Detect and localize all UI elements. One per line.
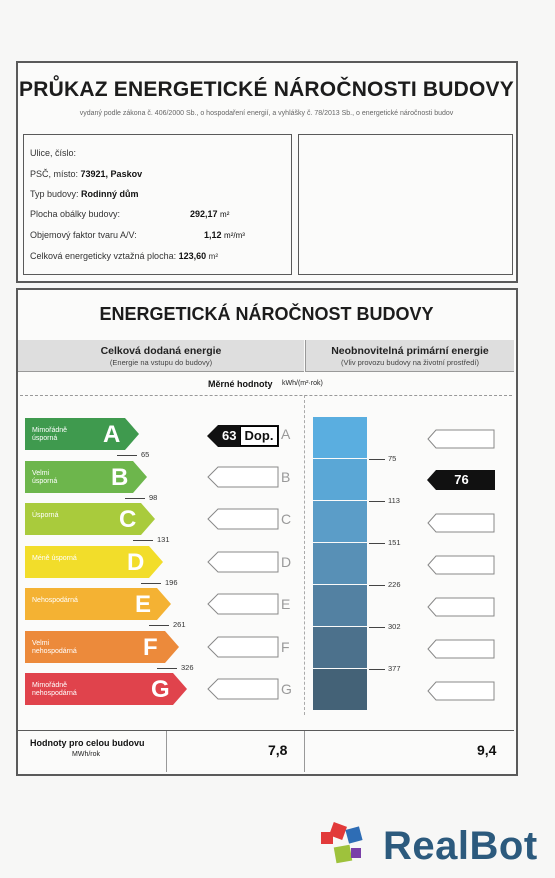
empty-rating-arrow — [207, 551, 279, 573]
totals-unit: MWh/rok — [72, 751, 100, 758]
ghost-class-letter: D — [281, 554, 292, 570]
primary-scale-segment — [313, 459, 367, 500]
primary-scale-segment — [313, 501, 367, 542]
threshold-delivered: 261 — [173, 620, 186, 629]
col1-subtitle: (Energie na vstupu do budovy) — [109, 358, 213, 367]
ref-area-unit: m² — [208, 252, 218, 261]
empty-rating-arrow — [207, 678, 279, 700]
section-title: ENERGETICKÁ NÁROČNOST BUDOVY — [99, 304, 434, 324]
class-label-line2: úsporná — [32, 478, 58, 485]
totals-primary: 9,4 — [477, 742, 497, 758]
type-row — [30, 189, 139, 199]
col2-header — [305, 340, 514, 372]
ghost-class-letter: F — [281, 639, 290, 655]
class-label-line1: Nehospodárná — [32, 597, 78, 604]
class-label-f — [32, 640, 77, 656]
threshold-line — [369, 585, 385, 586]
ghost-class-letter: C — [281, 511, 292, 527]
divider — [20, 395, 512, 396]
psc-label: PSČ, místo: — [30, 169, 79, 179]
psc-value: 73921, Paskov — [80, 169, 143, 179]
empty-primary-arrow — [427, 555, 495, 575]
class-label-line1: Méně úsporná — [32, 555, 77, 562]
ref-area-row — [30, 251, 218, 261]
current-rating-class: Dop. — [240, 426, 278, 446]
class-arrow-g — [25, 673, 187, 705]
class-label-line2: úsporná — [32, 435, 58, 442]
primary-rating-value: 76 — [454, 472, 469, 487]
ghost-class-letter: B — [281, 469, 291, 485]
class-label-line1: Velmi — [32, 640, 50, 647]
empty-primary-arrow — [427, 429, 495, 449]
factor-unit: m²/m³ — [224, 231, 245, 240]
threshold-primary: 75 — [388, 454, 397, 463]
realbot-logo-icon — [317, 818, 375, 870]
class-label-line1: Velmi — [32, 470, 50, 477]
empty-rating-arrow — [207, 466, 279, 488]
threshold-line — [125, 498, 145, 499]
empty-primary-arrow — [427, 597, 495, 617]
col1-title: Celková dodaná energie — [100, 345, 222, 357]
primary-scale-segment — [313, 543, 367, 584]
totals-col-divider2 — [304, 731, 305, 772]
photo-box — [298, 134, 513, 275]
class-arrow-c — [25, 503, 155, 535]
document-title: PRŮKAZ ENERGETICKÉ NÁROČNOSTI BUDOVY — [19, 78, 514, 101]
threshold-line — [369, 501, 385, 502]
col2-subtitle: (Vliv provozu budovy na životní prostředí) — [341, 358, 479, 367]
class-label-line2: nehospodárná — [32, 690, 77, 697]
totals-delivered: 7,8 — [268, 742, 288, 758]
class-arrow-b — [25, 461, 147, 493]
totals-col-divider1 — [166, 731, 167, 772]
class-label-line1: Mimořádně — [32, 427, 68, 434]
type-label: Typ budovy: — [30, 189, 79, 199]
class-letter: D — [127, 549, 145, 576]
threshold-line — [369, 669, 385, 670]
class-arrow-f — [25, 631, 179, 663]
factor-value: 1,12 — [204, 230, 222, 240]
threshold-delivered: 98 — [149, 493, 158, 502]
threshold-line — [369, 543, 385, 544]
threshold-primary: 377 — [388, 664, 401, 673]
class-label-c — [32, 512, 58, 520]
threshold-primary: 226 — [388, 580, 401, 589]
class-label-g — [32, 682, 77, 698]
type-value: Rodinný dům — [81, 189, 139, 199]
class-label-line1: Mimořádně — [32, 682, 68, 689]
col1-header — [18, 340, 304, 372]
col-divider — [304, 395, 305, 715]
class-letter: E — [135, 591, 152, 618]
threshold-delivered: 65 — [141, 450, 150, 459]
factor-label: Objemový faktor tvaru A/V: — [30, 230, 137, 240]
current-rating-value: 63 — [222, 428, 237, 443]
class-label-e — [32, 597, 78, 605]
threshold-primary: 113 — [388, 496, 400, 505]
primary-scale-segment — [313, 585, 367, 626]
class-letter: C — [119, 506, 137, 533]
ghost-class-letter: G — [281, 681, 292, 697]
unit-label: Měrné hodnoty — [208, 379, 273, 389]
threshold-line — [157, 668, 177, 669]
area-value: 292,17 — [190, 209, 218, 219]
threshold-line — [149, 625, 169, 626]
empty-rating-arrow — [207, 593, 279, 615]
totals-divider — [18, 730, 514, 731]
ghost-class-letter: E — [281, 596, 291, 612]
ref-area-value: 123,60 — [178, 251, 207, 261]
threshold-line — [369, 627, 385, 628]
class-letter: F — [143, 634, 158, 661]
primary-scale-segment — [313, 627, 367, 668]
class-arrow-a — [25, 418, 139, 450]
class-arrow-e — [25, 588, 171, 620]
class-label-line1: Úsporná — [32, 512, 59, 519]
empty-primary-arrow — [427, 513, 495, 533]
realbot-logo-text: RealBot — [383, 824, 538, 868]
street-label: Ulice, číslo: — [30, 148, 77, 158]
factor-row — [204, 230, 245, 240]
threshold-line — [141, 583, 161, 584]
document-subtitle: vydaný podle zákona č. 406/2000 Sb., o hospodaření energií, a vyhlášky č. 78/2013 Sb., o energetické náročnosti budov — [79, 110, 454, 117]
threshold-primary: 302 — [388, 622, 401, 631]
area-unit: m² — [220, 210, 230, 219]
threshold-line — [117, 455, 137, 456]
threshold-line — [133, 540, 153, 541]
unit-row — [18, 373, 515, 395]
col2-title: Neobnovitelná primární energie — [331, 345, 489, 357]
class-arrow-d — [25, 546, 163, 578]
class-letter: A — [103, 421, 121, 448]
threshold-line — [369, 459, 385, 460]
area-label: Plocha obálky budovy: — [30, 209, 121, 219]
threshold-delivered: 326 — [181, 663, 194, 672]
unit-value: kWh/(m²·rok) — [282, 380, 323, 387]
area-row — [190, 209, 229, 219]
class-letter: B — [111, 464, 129, 491]
primary-scale-segment — [313, 669, 367, 710]
primary-scale-segment — [313, 417, 367, 458]
ghost-class-letter: A — [281, 426, 291, 442]
threshold-primary: 151 — [388, 538, 401, 547]
class-label-b — [32, 470, 57, 486]
class-label-a — [32, 427, 67, 443]
class-letter: G — [151, 676, 170, 703]
empty-primary-arrow — [427, 639, 495, 659]
class-label-d — [32, 555, 77, 563]
empty-primary-arrow — [427, 681, 495, 701]
ref-area-label: Celková energeticky vztažná plocha: — [30, 251, 177, 261]
empty-rating-arrow — [207, 636, 279, 658]
threshold-delivered: 131 — [157, 535, 170, 544]
psc-row — [30, 169, 142, 179]
threshold-delivered: 196 — [165, 578, 178, 587]
totals-label: Hodnoty pro celou budovu — [30, 738, 145, 748]
empty-rating-arrow — [207, 508, 279, 530]
class-label-line2: nehospodárná — [32, 648, 77, 655]
